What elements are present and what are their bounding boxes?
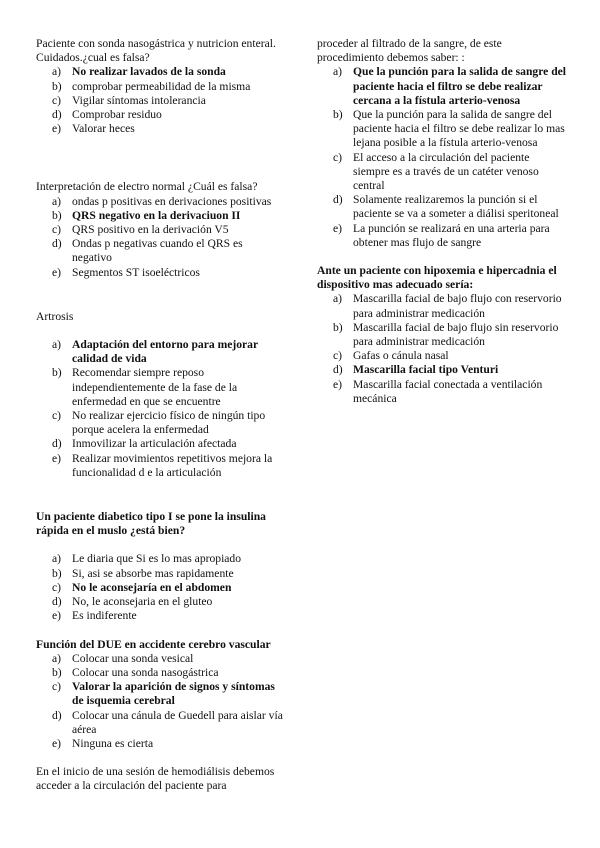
- question-1: [36, 37, 284, 136]
- options-list: [36, 338, 284, 480]
- option-a: a) Le diaria que Si es lo mas apropiado: [52, 552, 242, 566]
- option-b: b) Recomendar siempre reposo independientemente de la fase de la enfermedad en que se encuentre: [52, 366, 238, 408]
- option-e: e) La punción se realizará en una arteria para obtener mas flujo de sangre: [333, 221, 550, 249]
- question-stem: Un paciente diabetico tipo I se pone la insulina rápida en el muslo ¿está bien?: [36, 510, 266, 538]
- question-2: [36, 180, 284, 279]
- options-list: [36, 65, 284, 136]
- option-e: e) Ninguna es cierta: [52, 736, 154, 750]
- option-b: b) Colocar una sonda nasogástrica: [52, 665, 219, 679]
- question-5: [36, 638, 284, 752]
- question-6: [317, 37, 567, 250]
- option-a: a) Mascarilla facial de bajo flujo con reservorio para administrar medicación: [333, 292, 562, 320]
- option-e: e) Segmentos ST isoeléctricos: [52, 265, 200, 279]
- option-a: a) ondas p positivas en derivaciones positivas: [52, 194, 272, 208]
- options-list: [317, 292, 567, 406]
- options-list: [317, 65, 567, 250]
- left-column: [36, 37, 284, 794]
- option-d: d) No, le aconsejaria en el gluteo: [52, 595, 213, 609]
- question-7: [317, 264, 567, 406]
- option-c: c) Vigilar síntomas intolerancia: [52, 93, 206, 107]
- question-stem: Artrosis: [36, 309, 74, 323]
- question-stem: Ante un paciente con hipoxemia e hipercadnia el dispositivo mas adecuado sería:: [317, 264, 557, 292]
- option-c: c) QRS positivo en la derivación V5: [52, 223, 229, 237]
- option-d: d) Colocar una cánula de Guedell para aislar vía aérea: [52, 708, 283, 736]
- option-d: d) Solamente realizaremos la punción si el paciente se va a someter a diálisi speritoneal: [333, 193, 559, 221]
- option-b: b) comprobar permeabilidad de la misma: [52, 79, 251, 93]
- option-a: a) Que la punción para la salida de sangre del paciente hacia el filtro se debe realizar cercana a la fístula arterio-venosa: [333, 65, 567, 107]
- question-6-stem-part1: En el inicio de una sesión de hemodiálisis debemos acceder a la circulación del paciente para: [36, 765, 275, 793]
- option-d: d) Ondas p negativas cuando el QRS es negativo: [52, 237, 243, 265]
- option-d: d) Inmovilizar la articulación afectada: [52, 437, 237, 451]
- question-3: [36, 310, 284, 480]
- question-stem: Interpretación de electro normal ¿Cuál es falsa?: [36, 180, 258, 194]
- option-e: e) Mascarilla facial conectada a ventilación mecánica: [333, 377, 543, 405]
- option-e: e) Realizar movimientos repetitivos mejora la funcionalidad d e la articulación: [52, 451, 273, 479]
- question-4: [36, 510, 284, 623]
- option-b: b) Mascarilla facial de bajo flujo sin reservorio para administrar medicación: [333, 320, 559, 349]
- option-a: a) Colocar una sonda vesical: [52, 651, 194, 665]
- option-a: a) Adaptación del entorno para mejorar calidad de vida: [52, 338, 258, 366]
- option-b: b) Que la punción para la salida de sangre del paciente hacia el filtro se debe realizar lo mas lejana posible a la fístula arterio-venosa: [333, 108, 565, 150]
- option-c: c) No le aconsejaría en el abdomen: [52, 580, 232, 594]
- options-list: [36, 195, 284, 280]
- option-c: c) El acceso a la circulación del paciente siempre es a través de un catéter venoso central: [333, 150, 539, 193]
- options-list: [36, 652, 284, 751]
- option-a: a) No realizar lavados de la sonda: [52, 65, 226, 79]
- option-c: c) Gafas o cánula nasal: [333, 349, 449, 363]
- option-e: e) Es indiferente: [52, 609, 137, 623]
- option-d: d) Mascarilla facial tipo Venturi: [333, 363, 499, 377]
- options-list: [36, 552, 284, 623]
- option-c: c) No realizar ejercicio físico de ningún tipo porque acelera la enfermedad: [52, 409, 266, 437]
- question-stem: Paciente con sonda nasogástrica y nutricion enteral. Cuidados.¿cual es falsa?: [36, 37, 276, 65]
- option-c: c) Valorar la aparición de signos y síntomas de isquemia cerebral: [52, 680, 275, 708]
- option-b: b) Si, asi se absorbe mas rapidamente: [52, 566, 234, 580]
- question-6-stem-part2: proceder al filtrado de la sangre, de este procedimiento debemos saber: :: [317, 37, 502, 65]
- option-d: d) Comprobar residuo: [52, 108, 162, 122]
- right-column: [317, 37, 567, 406]
- option-b: b) QRS negativo en la derivaciuon II: [52, 208, 241, 222]
- question-stem: Función del DUE en accidente cerebro vascular: [36, 637, 271, 651]
- option-e: e) Valorar heces: [52, 122, 135, 136]
